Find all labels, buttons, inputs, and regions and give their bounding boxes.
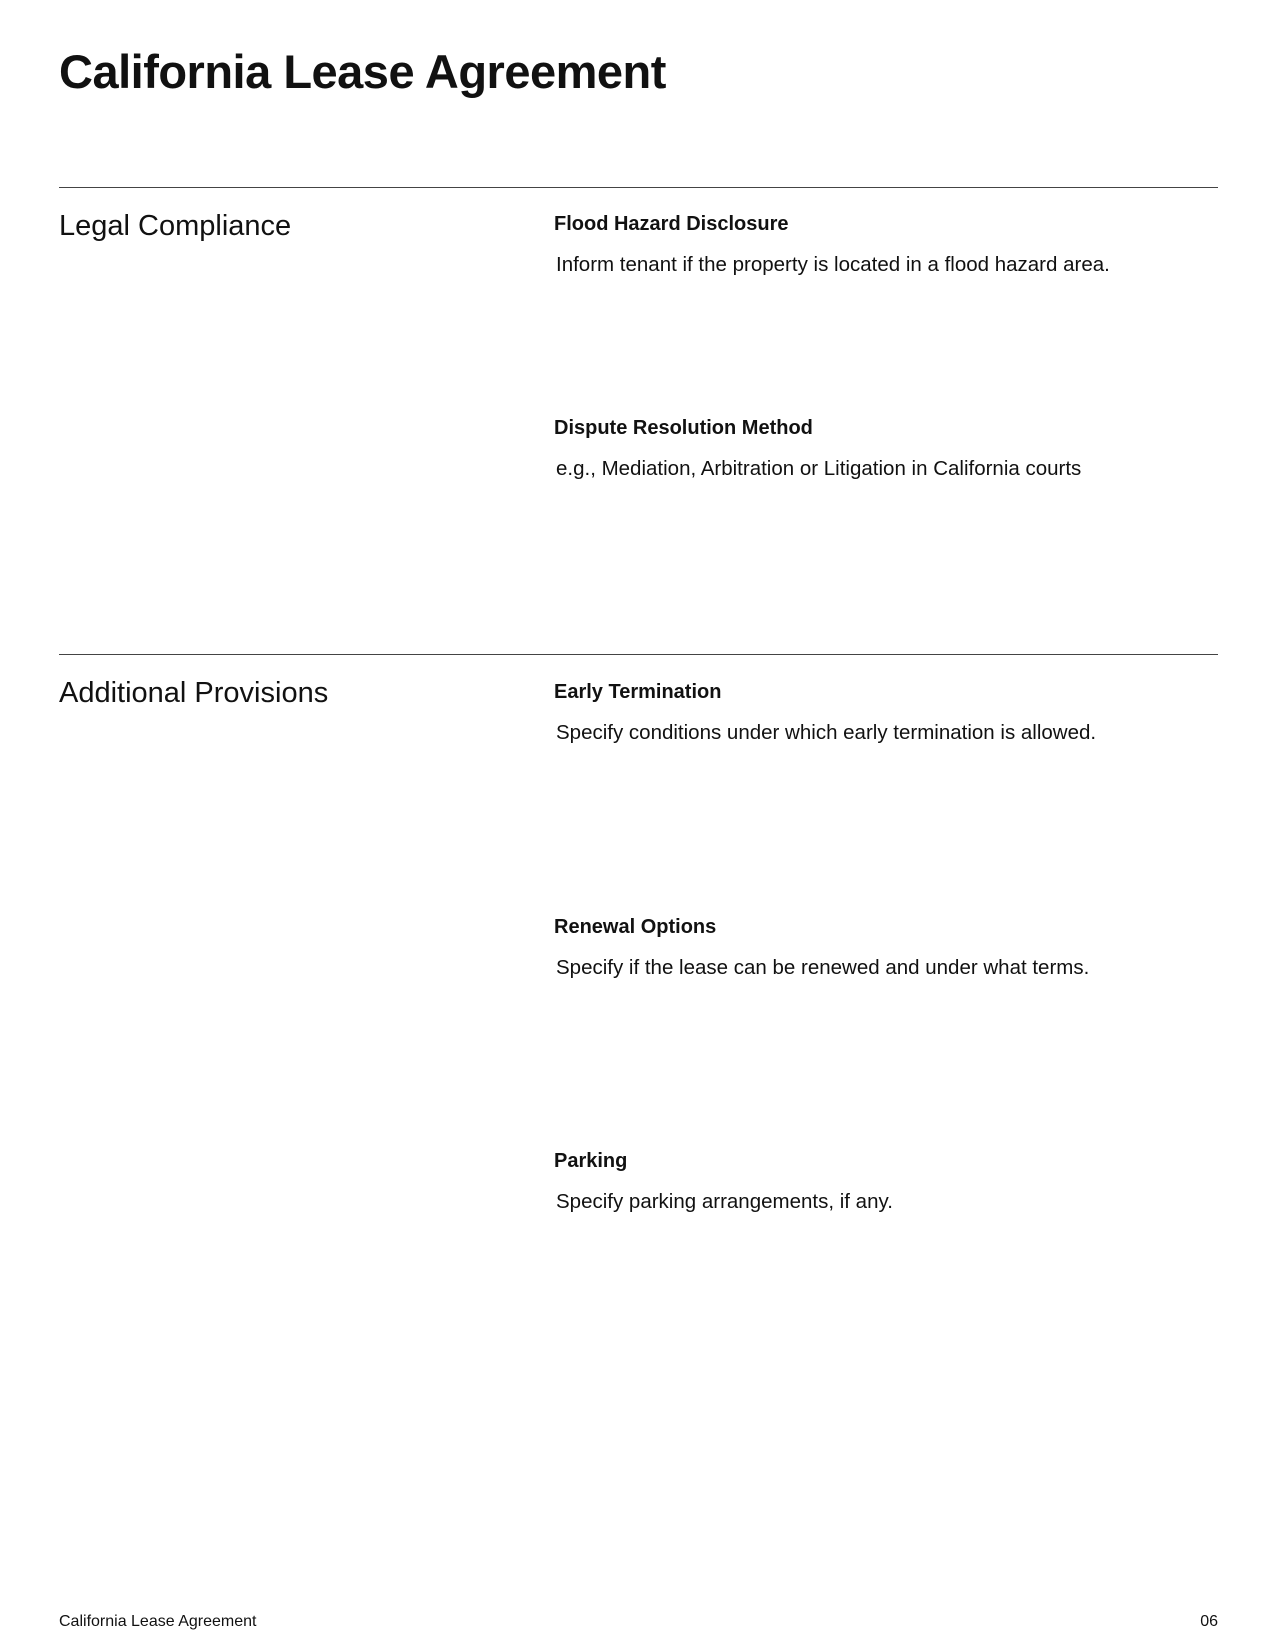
footer-document-name: California Lease Agreement (59, 1613, 257, 1630)
field-label: Early Termination (554, 681, 722, 703)
field-parking (554, 1149, 1218, 1215)
field-label: Dispute Resolution Method (554, 417, 813, 439)
section-heading-legal-compliance: Legal Compliance (59, 210, 292, 242)
footer-page-number: 06 (1200, 1613, 1218, 1630)
field-label: Renewal Options (554, 916, 717, 938)
field-renewal-options (554, 915, 1218, 981)
field-flood-hazard-disclosure (554, 212, 1218, 278)
field-dispute-resolution-method (554, 416, 1218, 482)
field-early-termination (554, 680, 1218, 746)
page-title: California Lease Agreement (59, 45, 666, 98)
field-value-input[interactable]: e.g., Mediation, Arbitration or Litigation in California courts (556, 457, 1082, 480)
section-heading-additional-provisions: Additional Provisions (59, 677, 329, 709)
field-label: Parking (554, 1150, 628, 1172)
section-divider (59, 654, 1218, 655)
field-value-input[interactable]: Inform tenant if the property is located in a flood hazard area. (556, 253, 1110, 276)
section-divider (59, 187, 1218, 188)
field-value-input[interactable]: Specify if the lease can be renewed and under what terms. (556, 956, 1090, 979)
field-value-input[interactable]: Specify conditions under which early termination is allowed. (556, 721, 1097, 744)
field-value-input[interactable]: Specify parking arrangements, if any. (556, 1190, 893, 1213)
field-label: Flood Hazard Disclosure (554, 213, 789, 235)
